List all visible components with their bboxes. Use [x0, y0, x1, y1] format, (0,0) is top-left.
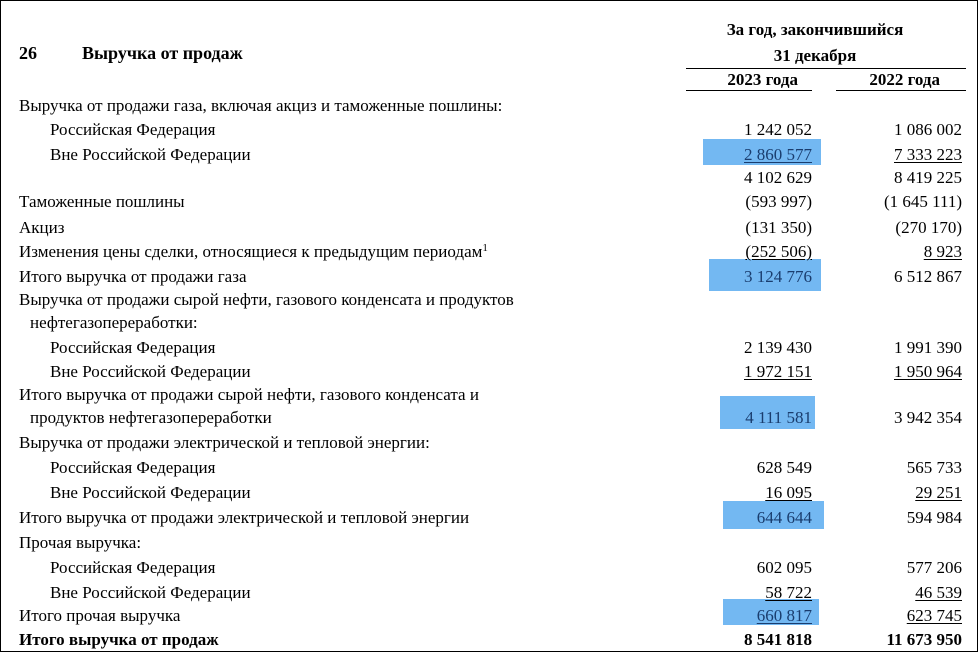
period-date: 31 декабря — [773, 46, 857, 65]
row-label: Вне Российской Федерации — [50, 583, 251, 602]
row-value-2022: 8 923 — [923, 242, 962, 261]
row-label: Российская Федерация — [50, 458, 216, 477]
header-rule-col2 — [836, 90, 966, 91]
row-value-2023: 1 242 052 — [744, 120, 812, 139]
row-label-text: Изменения цены сделки, относящиеся к предыдущим периодам — [19, 242, 483, 261]
row-label: Итого выручка от продажи сырой нефти, газового конденсата и — [19, 385, 479, 404]
row-value-2023: 3 124 776 — [744, 267, 812, 286]
header-rule-col1 — [686, 90, 812, 91]
row-value-2022: 594 984 — [906, 508, 962, 527]
row-label: Итого выручка от продажи электрической и тепловой энергии — [19, 508, 470, 527]
row-value-2022: 1 086 002 — [894, 120, 962, 139]
row-label: продуктов нефтегазопереработки — [30, 408, 272, 427]
row-value-2023: 4 102 629 — [744, 168, 812, 187]
row-value-2023: 16 095 — [765, 483, 812, 502]
row-label: Выручка от продажи газа, включая акциз и таможенные пошлины: — [19, 96, 503, 115]
row-value-2023: (131 350) — [745, 218, 812, 237]
row-value-2022: 565 733 — [906, 458, 962, 477]
row-value-2023: 628 549 — [756, 458, 812, 477]
row-value-2023: 58 722 — [765, 583, 812, 602]
row-label: Российская Федерация — [50, 558, 216, 577]
row-value-2022: (1 645 111) — [883, 192, 962, 211]
row-value-2022: 577 206 — [906, 558, 962, 577]
row-label: Вне Российской Федерации — [50, 145, 251, 164]
grand-total-2023: 8 541 818 — [744, 630, 812, 649]
row-value-2023: 644 644 — [756, 508, 812, 527]
row-label: Российская Федерация — [50, 338, 216, 357]
column-header-2022: 2022 года — [869, 70, 940, 89]
row-label: Российская Федерация — [50, 120, 216, 139]
row-value-2023: 4 111 581 — [745, 408, 812, 427]
row-value-2023: (593 997) — [745, 192, 812, 211]
grand-total-label: Итого выручка от продаж — [19, 630, 219, 649]
row-label: Вне Российской Федерации — [50, 362, 251, 381]
row-value-2022: 6 512 867 — [894, 267, 962, 286]
row-value-2023: 2 860 577 — [744, 145, 812, 164]
row-label: нефтегазопереработки: — [30, 313, 198, 332]
row-label: Итого выручка от продажи газа — [19, 267, 247, 286]
row-label: Таможенные пошлины — [19, 192, 185, 211]
row-value-2023: 660 817 — [756, 606, 812, 625]
row-value-2023: (252 506) — [745, 242, 812, 261]
row-value-2022: 8 419 225 — [894, 168, 962, 187]
period-header: За год, закончившийся — [726, 20, 904, 39]
row-label: Акциз — [19, 218, 65, 237]
row-label: Вне Российской Федерации — [50, 483, 251, 502]
note-number: 26 — [19, 43, 37, 63]
row-value-2022: (270 170) — [895, 218, 962, 237]
row-value-2022: 3 942 354 — [894, 408, 962, 427]
row-label: Выручка от продажи сырой нефти, газового конденсата и продуктов — [19, 290, 514, 309]
row-value-2022: 7 333 223 — [894, 145, 962, 164]
row-value-2023: 602 095 — [756, 558, 812, 577]
row-label: Прочая выручка: — [19, 533, 142, 552]
header-rule — [686, 68, 966, 69]
note-title: Выручка от продаж — [82, 43, 243, 63]
grand-total-2022: 11 673 950 — [886, 630, 962, 649]
row-value-2023: 1 972 151 — [744, 362, 812, 381]
column-header-2023: 2023 года — [727, 70, 798, 89]
row-value-2023: 2 139 430 — [744, 338, 812, 357]
row-value-2022: 1 950 964 — [894, 362, 962, 381]
row-value-2022: 29 251 — [915, 483, 962, 502]
row-value-2022: 1 991 390 — [894, 338, 962, 357]
row-label: Выручка от продажи электрической и тепловой энергии: — [19, 433, 430, 452]
row-value-2022: 623 745 — [906, 606, 962, 625]
footnote-marker: 1 — [482, 242, 488, 254]
row-label — [19, 242, 488, 262]
row-label: Итого прочая выручка — [19, 606, 181, 625]
row-value-2022: 46 539 — [915, 583, 962, 602]
